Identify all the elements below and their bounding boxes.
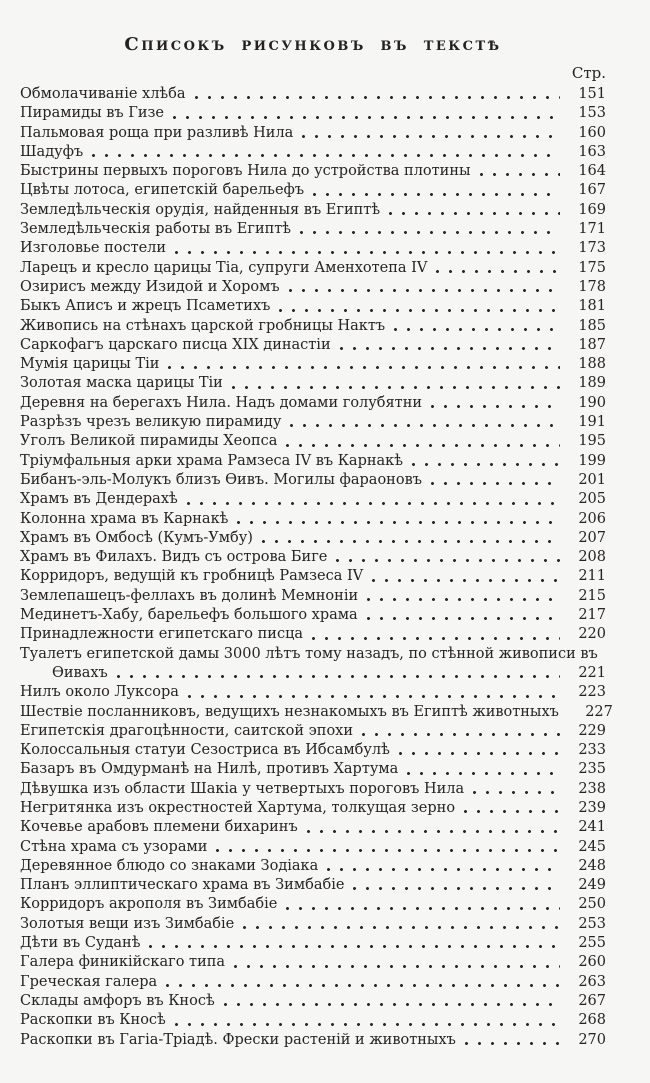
entry-caption: Дѣвушка изъ области Шакіа у четвертыхъ пороговъ Нила [20, 780, 465, 797]
dot-leader [339, 346, 560, 351]
dot-leader [472, 790, 560, 795]
dot-leader [261, 539, 560, 544]
list-item [20, 973, 606, 992]
entry-page-number: 207 [578, 529, 606, 546]
list-item [20, 625, 606, 644]
dot-leader [242, 925, 560, 930]
entry-page-number: 151 [578, 86, 606, 102]
list-item [20, 915, 606, 934]
list-item [20, 239, 606, 258]
list-item [20, 181, 606, 200]
entry-page-number: 263 [578, 973, 606, 990]
entry-page-number: 173 [578, 240, 606, 257]
list-item [20, 413, 606, 432]
entry-caption: Храмъ въ Филахъ. Видъ съ острова Биге [20, 549, 328, 566]
entry-page-number: 268 [578, 1012, 606, 1029]
dot-leader [299, 230, 560, 235]
list-item [20, 1031, 606, 1050]
entry-page-number: 239 [578, 799, 606, 816]
entry-caption: Деревня на берегахъ Нила. Надъ домами голубятни [20, 394, 423, 411]
list-item [20, 992, 606, 1011]
entry-caption: Греческая галера [20, 973, 158, 990]
entry-page-number: 187 [578, 336, 606, 353]
list-item [20, 567, 606, 586]
list-item-continuation [20, 664, 606, 683]
list-item [20, 722, 606, 741]
entry-caption: Корридоръ акрополя въ Зимбабіе [20, 896, 278, 913]
entry-caption: Планъ эллиптическаго храма въ Зимбабіе [20, 877, 345, 894]
entry-caption: Нилъ около Луксора [20, 684, 179, 701]
dot-leader [311, 636, 560, 641]
dot-leader [91, 153, 560, 158]
page-title: Списокъ рисунковъ въ текстѣ [124, 34, 502, 55]
entry-page-number: 171 [578, 221, 606, 238]
entry-caption: Кочевье арабовъ племени бихаринъ [20, 819, 298, 836]
dot-leader [278, 308, 560, 313]
dot-leader [285, 443, 560, 448]
list-item [20, 452, 606, 471]
list-item [20, 490, 606, 509]
entry-caption: Принадлежности египетскаго писца [20, 626, 304, 643]
entry-caption: Ларецъ и кресло царицы Тіа, супруги Аменхотепа IV [20, 259, 428, 276]
entry-page-number: 188 [578, 356, 606, 373]
dot-leader [186, 501, 560, 506]
list-item [20, 857, 606, 876]
dot-leader [435, 269, 560, 274]
entry-page-number: 245 [578, 838, 606, 855]
entry-page-number: 160 [578, 124, 606, 141]
entry-caption: Базаръ въ Омдурманѣ на Нилѣ, противъ Хартума [20, 761, 399, 778]
dot-leader [411, 462, 560, 467]
entry-caption: Быстрины первыхъ пороговъ Нила до устройства плотины [20, 163, 471, 180]
entry-page-number: 211 [578, 568, 606, 585]
dot-leader [398, 751, 560, 756]
list-item [20, 645, 606, 664]
entry-caption: Колоссальныя статуи Сезостриса въ Ибсамбулѣ [20, 742, 390, 759]
entry-page-number: 153 [578, 105, 606, 122]
entry-page-number: 205 [578, 491, 606, 508]
dot-leader [285, 906, 560, 911]
list-item [20, 683, 606, 702]
entry-page-number: 178 [578, 278, 606, 295]
dot-leader [326, 867, 560, 872]
list-item [20, 703, 613, 722]
entry-caption: Изголовье постели [20, 240, 167, 257]
list-item [20, 143, 606, 162]
dot-leader [366, 616, 560, 621]
entry-page-number: 235 [578, 761, 606, 778]
entry-caption: Обмолачиваніе хлѣба [20, 86, 186, 102]
entry-caption: Египетскія драгоцѣнности, саитской эпохи [20, 722, 354, 739]
dot-leader [236, 520, 560, 525]
dot-leader [187, 694, 560, 699]
list-item [20, 124, 606, 143]
dot-leader [393, 327, 560, 332]
entry-page-number: 163 [578, 143, 606, 160]
list-item [20, 818, 606, 837]
entry-page-number: 189 [578, 375, 606, 392]
list-item [20, 760, 606, 779]
entry-caption: Пальмовая роща при разливѣ Нила [20, 124, 294, 141]
dot-leader [233, 964, 560, 969]
list-item [20, 162, 606, 181]
list-item [20, 510, 606, 529]
dot-leader [148, 944, 560, 949]
entry-page-number: 199 [578, 452, 606, 469]
dot-leader [361, 732, 560, 737]
entry-caption: Склады амфоръ въ Кносѣ [20, 992, 215, 1009]
entry-page-number: 175 [578, 259, 606, 276]
list-item [20, 336, 606, 355]
list-item [20, 297, 606, 316]
entry-caption: Дѣти въ Суданѣ [20, 935, 141, 952]
entry-page-number: 227 [585, 703, 613, 720]
entry-page-number: 250 [578, 896, 606, 913]
entry-page-number: 215 [578, 587, 606, 604]
dot-leader [116, 674, 560, 679]
entry-caption: Галера финикійскаго типа [20, 954, 226, 971]
dot-leader [165, 983, 560, 988]
entry-caption: Мумія царицы Тіи [20, 356, 160, 373]
entry-caption: Землепашецъ-феллахъ въ долинѣ Мемноніи [20, 587, 359, 604]
entry-caption: Живопись на стѣнахъ царской гробницы Нактъ [20, 317, 386, 334]
dot-leader [463, 809, 560, 814]
entry-caption: Быкъ Аписъ и жрецъ Псаметихъ [20, 298, 271, 315]
entry-caption: Деревянное блюдо со знаками Зодіака [20, 857, 319, 874]
dot-leader [172, 115, 560, 120]
page-column-header: Стр. [571, 64, 606, 82]
entry-page-number: 217 [578, 607, 606, 624]
list-item [20, 1011, 606, 1030]
entry-page-number: 241 [578, 819, 606, 836]
list-item [20, 259, 606, 278]
list-item [20, 220, 606, 239]
entry-caption: Золотыя вещи изъ Зимбабіе [20, 915, 235, 932]
entry-caption-continued: Ѳивахъ [52, 664, 108, 681]
list-item [20, 278, 606, 297]
entry-caption: Уголъ Великой пирамиды Хеопса [20, 433, 278, 450]
dot-leader [406, 771, 560, 776]
entry-page-number: 248 [578, 857, 606, 874]
entry-page-number: 181 [578, 298, 606, 315]
entry-page-number: 223 [578, 684, 606, 701]
entry-page-number: 195 [578, 433, 606, 450]
entry-page-number: 267 [578, 992, 606, 1009]
list-item [20, 317, 606, 336]
entry-page-number: 229 [578, 722, 606, 739]
figure-list [20, 85, 613, 1050]
dot-leader [215, 848, 560, 853]
entry-caption: Корридоръ, ведущій къ гробницѣ Рамзеса IV [20, 568, 364, 585]
dot-leader [366, 597, 560, 602]
list-item [20, 587, 606, 606]
entry-caption: Туалетъ египетской дамы 3000 лѣтъ тому назадъ, по стѣнной живописи въ [20, 645, 598, 662]
entry-page-number: 220 [578, 626, 606, 643]
entry-caption: Разрѣзъ чрезъ великую пирамиду [20, 414, 282, 431]
entry-caption: Тріумфальныя арки храма Рамзеса IV въ Карнакѣ [20, 452, 403, 469]
entry-page-number: 270 [578, 1031, 606, 1048]
list-item [20, 548, 606, 567]
entry-caption: Храмъ въ Омбосѣ (Кумъ-Умбу) [20, 529, 253, 546]
entry-page-number: 164 [578, 163, 606, 180]
list-item [20, 394, 606, 413]
entry-page-number: 238 [578, 780, 606, 797]
entry-page-number: 253 [578, 915, 606, 932]
dot-leader [223, 1002, 560, 1007]
dot-leader [464, 1041, 560, 1046]
entry-page-number: 221 [578, 664, 606, 681]
dot-leader [231, 385, 560, 390]
list-item [20, 104, 606, 123]
entry-caption: Земледѣльческія работы въ Египтѣ [20, 221, 292, 238]
entry-page-number: 260 [578, 954, 606, 971]
list-item [20, 780, 606, 799]
entry-caption: Шадуфъ [20, 143, 84, 160]
entry-caption: Бибанъ-эль-Молукъ близъ Ѳивъ. Могилы фараоновъ [20, 471, 422, 488]
entry-page-number: 249 [578, 877, 606, 894]
list-item [20, 85, 606, 104]
list-item [20, 876, 606, 895]
dot-leader [301, 134, 560, 139]
entry-page-number: 191 [578, 414, 606, 431]
dot-leader [335, 558, 560, 563]
list-item [20, 432, 606, 451]
entry-caption: Храмъ въ Дендерахѣ [20, 491, 178, 508]
dot-leader [289, 423, 560, 428]
dot-leader [430, 481, 560, 486]
dot-leader [194, 95, 560, 100]
entry-caption: Шествіе посланниковъ, ведущихъ незнакомыхъ въ Египтѣ животныхъ [20, 703, 559, 720]
entry-page-number: 169 [578, 201, 606, 218]
entry-page-number: 167 [578, 182, 606, 199]
entry-caption: Земледѣльческія орудія, найденныя въ Египтѣ [20, 201, 381, 218]
entry-page-number: 201 [578, 471, 606, 488]
entry-caption: Колонна храма въ Карнакѣ [20, 510, 229, 527]
entry-page-number: 185 [578, 317, 606, 334]
list-item [20, 201, 606, 220]
list-item [20, 529, 606, 548]
entry-caption: Стѣна храма съ узорами [20, 838, 208, 855]
entry-caption: Раскопки въ Гагіа-Тріадѣ. Фрески растеній и животныхъ [20, 1031, 456, 1048]
entry-caption: Цвѣты лотоса, египетскій барельефъ [20, 182, 305, 199]
list-item [20, 953, 606, 972]
entry-caption: Золотая маска царицы Тіи [20, 375, 223, 392]
dot-leader [430, 404, 560, 409]
list-item [20, 471, 606, 490]
entry-caption: Мединетъ-Хабу, барельефъ большого храма [20, 607, 358, 624]
entry-caption: Озирисъ между Изидой и Хоромъ [20, 278, 280, 295]
list-item [20, 799, 606, 818]
dot-leader [306, 829, 560, 834]
dot-leader [388, 211, 560, 216]
list-item [20, 838, 606, 857]
entry-page-number: 233 [578, 742, 606, 759]
dot-leader [288, 288, 560, 293]
dot-leader [479, 172, 560, 177]
dot-leader [167, 365, 560, 370]
list-item [20, 741, 606, 760]
entry-caption: Раскопки въ Кносѣ [20, 1012, 166, 1029]
list-item [20, 934, 606, 953]
dot-leader [371, 578, 560, 583]
entry-page-number: 255 [578, 935, 606, 952]
list-item [20, 895, 606, 914]
entry-page-number: 190 [578, 394, 606, 411]
entry-page-number: 206 [578, 510, 606, 527]
entry-caption: Саркофагъ царскаго писца XIX династіи [20, 336, 331, 353]
dot-leader [312, 192, 560, 197]
entry-caption: Пирамиды въ Гизе [20, 105, 165, 122]
list-item [20, 374, 606, 393]
entry-page-number: 208 [578, 549, 606, 566]
list-item [20, 355, 606, 374]
dot-leader [352, 886, 560, 891]
dot-leader [174, 1022, 560, 1027]
entry-caption: Негритянка изъ окрестностей Хартума, толкущая зерно [20, 799, 456, 816]
list-item [20, 606, 606, 625]
dot-leader [174, 250, 560, 255]
